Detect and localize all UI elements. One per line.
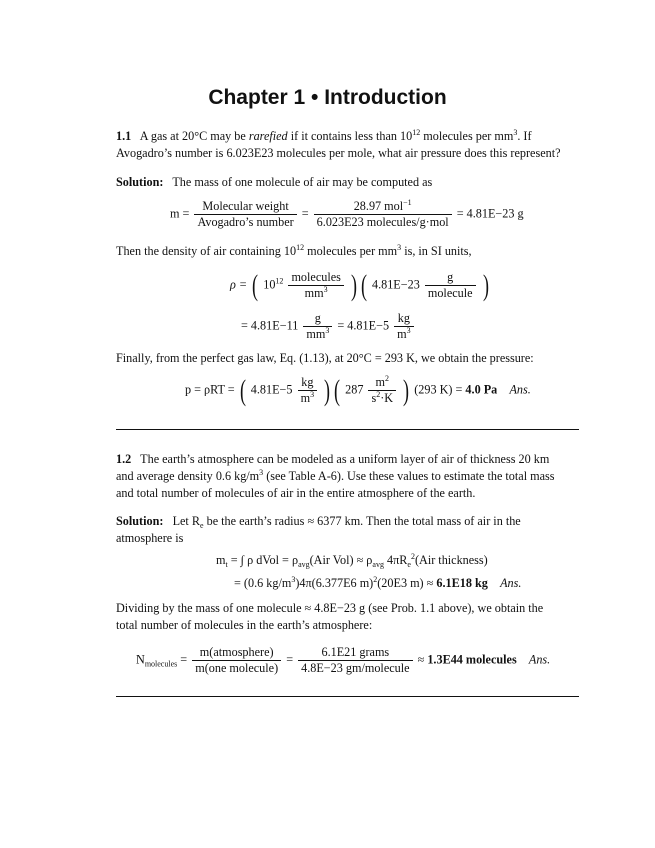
- section-divider: [116, 429, 579, 430]
- text: Dividing by the mass of one molecule ≈ 4.8E−23 g (see Prob. 1.1 above), we obtain the: [116, 601, 544, 615]
- eq-lhs: p = ρRT =: [185, 382, 235, 397]
- text: total number of molecules in the earth’s atmosphere:: [116, 618, 373, 632]
- denominator: molecule: [427, 286, 473, 300]
- problem-text: Avogadro’s number is 6.023E23 molecules per mole, what air pressure does this represent?: [116, 146, 561, 160]
- subscript: t: [225, 560, 228, 569]
- answer-label: Ans.: [528, 652, 551, 667]
- denominator: m(one molecule): [195, 661, 279, 675]
- denominator: [368, 391, 396, 406]
- denominator-text: s: [371, 391, 377, 405]
- exponent: 2: [376, 390, 381, 399]
- denominator: 6.023E23 molecules/g·mol: [316, 215, 449, 229]
- solution-1-1-text-pressure: [116, 350, 579, 367]
- answer-value: 6.1E18 kg: [436, 576, 488, 590]
- numerator: [368, 375, 396, 391]
- solution-label: Solution:: [116, 514, 164, 528]
- eq-value: 4.81E−5: [250, 382, 293, 397]
- problem-text: The earth’s atmosphere can be modeled as a uniform layer of air of thickness 20 km: [140, 452, 550, 466]
- eq-value: )4π(6.377E6 m): [295, 576, 374, 590]
- exponent: 12: [412, 128, 421, 137]
- eq-value: 4.81E−23: [371, 277, 420, 292]
- solution-text: Let R: [172, 514, 200, 528]
- solution-1-1-text-density: [116, 243, 579, 260]
- equation-total-mass-result: [234, 576, 521, 591]
- solution-text: be the earth’s radius ≈ 6377 km. Then the total mass of air in the: [206, 514, 521, 528]
- solution-label: Solution:: [116, 175, 164, 189]
- problem-text: . If: [517, 129, 532, 143]
- problem-text: and total number of molecules of air in the entire atmosphere of the earth.: [116, 486, 476, 500]
- solution-text: The mass of one molecule of air may be computed as: [172, 175, 433, 189]
- exponent: 12: [275, 276, 284, 286]
- exponent: 2: [373, 575, 378, 584]
- denominator-text: mm: [304, 286, 324, 300]
- exponent: 3: [310, 390, 315, 399]
- paren-open: (: [252, 268, 259, 302]
- paren-open: (: [360, 268, 367, 302]
- denominator: [288, 286, 343, 301]
- exponent: 3: [406, 326, 411, 335]
- numerator: kg: [298, 375, 317, 391]
- numerator: Molecular weight: [194, 199, 296, 215]
- eq-value: 10: [263, 277, 276, 292]
- exponent: 3: [397, 243, 402, 252]
- problem-1-1-statement: [116, 128, 579, 162]
- fraction: [314, 199, 452, 230]
- denominator: 4.8E−23 gm/molecule: [301, 661, 410, 675]
- text: Finally, from the perfect gas law, Eq. (1.13), at 20°C = 293 K, we obtain the pressure:: [116, 351, 534, 365]
- exponent: 3: [259, 468, 264, 477]
- equals: =: [301, 206, 309, 221]
- chapter-title: Chapter 1 • Introduction: [208, 86, 447, 109]
- paren-close: ): [324, 373, 331, 407]
- exponent: 3: [323, 285, 328, 294]
- equals: =: [286, 652, 294, 667]
- numerator: m(atmosphere): [192, 645, 281, 661]
- subscript: avg: [372, 560, 384, 569]
- denominator-text: m: [397, 327, 407, 341]
- eq-value: (Air thickness): [414, 553, 488, 567]
- answer-value: 1.3E44 molecules: [427, 652, 517, 667]
- text: is, in SI units,: [404, 244, 472, 258]
- denominator-text: mm: [306, 327, 326, 341]
- denominator: Avogadro’s number: [197, 215, 294, 229]
- fraction: [194, 199, 296, 230]
- eq-lhs: N: [136, 652, 145, 667]
- paren-open: (: [334, 373, 341, 407]
- numerator: 6.1E21 grams: [298, 645, 412, 661]
- eq-value: 4πR: [387, 553, 408, 567]
- subscript: e: [407, 560, 411, 569]
- eq-value: = (0.6 kg/m: [234, 576, 292, 590]
- exponent: −1: [403, 198, 412, 207]
- equation-density-result: [241, 311, 416, 342]
- eq-lhs: m =: [170, 206, 190, 221]
- solution-1-2-intro: [116, 513, 579, 547]
- solution-1-1-intro: [116, 174, 579, 191]
- equation-molecule-count: [136, 645, 550, 676]
- numerator: [314, 199, 452, 215]
- equals: =: [180, 652, 188, 667]
- approx: ≈: [417, 652, 425, 667]
- eq-value: = 4.81E−5: [337, 318, 390, 333]
- paren-close: ): [482, 268, 489, 302]
- fraction: [368, 375, 396, 406]
- eq-value: = ∫ ρ dVol = ρ: [230, 553, 299, 567]
- problem-text: and average density 0.6 kg/m: [116, 469, 260, 483]
- answer-label: Ans.: [509, 382, 531, 397]
- answer-value: 4.0 Pa: [465, 382, 498, 397]
- equation-molecule-mass: [170, 199, 524, 230]
- equation-density: [230, 270, 491, 301]
- paren-open: (: [239, 373, 246, 407]
- denominator-text: m: [300, 391, 311, 405]
- solution-text: atmosphere is: [116, 531, 184, 545]
- eq-lhs: m: [216, 553, 226, 567]
- numerator-text: 28.97 mol: [353, 199, 404, 213]
- subscript: molecules: [144, 659, 178, 669]
- denominator: [298, 391, 317, 406]
- problem-text: (see Table A-6). Use these values to estimate the total mass: [266, 469, 555, 483]
- fraction: [303, 311, 332, 342]
- denominator: [394, 327, 413, 342]
- numerator: g: [303, 311, 332, 327]
- text: Then the density of air containing 10: [116, 244, 297, 258]
- problem-text: A gas at 20°C may be: [139, 129, 246, 143]
- eq-value: (293 K) =: [414, 382, 463, 397]
- denominator-text: ·K: [380, 391, 394, 405]
- exponent: 3: [513, 128, 518, 137]
- eq-lhs: ρ =: [230, 277, 248, 292]
- eq-value: 287: [345, 382, 364, 397]
- eq-value: (20E3 m) ≈: [377, 576, 434, 590]
- fraction: [394, 311, 413, 342]
- equation-pressure: [185, 375, 531, 406]
- problem-number: 1.1: [116, 129, 132, 143]
- eq-value: (Air Vol) ≈ ρ: [309, 553, 373, 567]
- fraction: [288, 270, 343, 301]
- fraction: [425, 270, 476, 301]
- paren-close: ): [403, 373, 410, 407]
- numerator: g: [425, 270, 476, 286]
- problem-1-2-statement: [116, 451, 579, 502]
- denominator: [303, 327, 332, 342]
- problem-text: if it contains less than 10: [290, 129, 413, 143]
- section-divider: [116, 696, 579, 697]
- answer-label: Ans.: [500, 576, 522, 590]
- solution-1-2-text-molecules: [116, 600, 579, 634]
- exponent: 3: [291, 575, 296, 584]
- numerator: kg: [394, 311, 413, 327]
- exponent: 2: [410, 552, 415, 561]
- eq-value: = 4.81E−11: [241, 318, 299, 333]
- numerator-text: m: [375, 375, 386, 389]
- exponent: 3: [325, 326, 330, 335]
- problem-number: 1.2: [116, 452, 132, 466]
- equation-total-mass: [216, 553, 488, 568]
- numerator: molecules: [288, 270, 343, 286]
- fraction: [192, 645, 281, 676]
- exponent: 12: [296, 243, 305, 252]
- problem-text: molecules per mm: [423, 129, 514, 143]
- fraction: [298, 645, 412, 676]
- problem-text-emphasis: rarefied: [248, 129, 288, 143]
- subscript: avg: [298, 560, 310, 569]
- exponent: 2: [385, 374, 390, 383]
- eq-result: = 4.81E−23 g: [456, 206, 524, 221]
- subscript: e: [199, 521, 204, 530]
- fraction: [298, 375, 317, 406]
- paren-close: ): [350, 268, 357, 302]
- text: molecules per mm: [307, 244, 398, 258]
